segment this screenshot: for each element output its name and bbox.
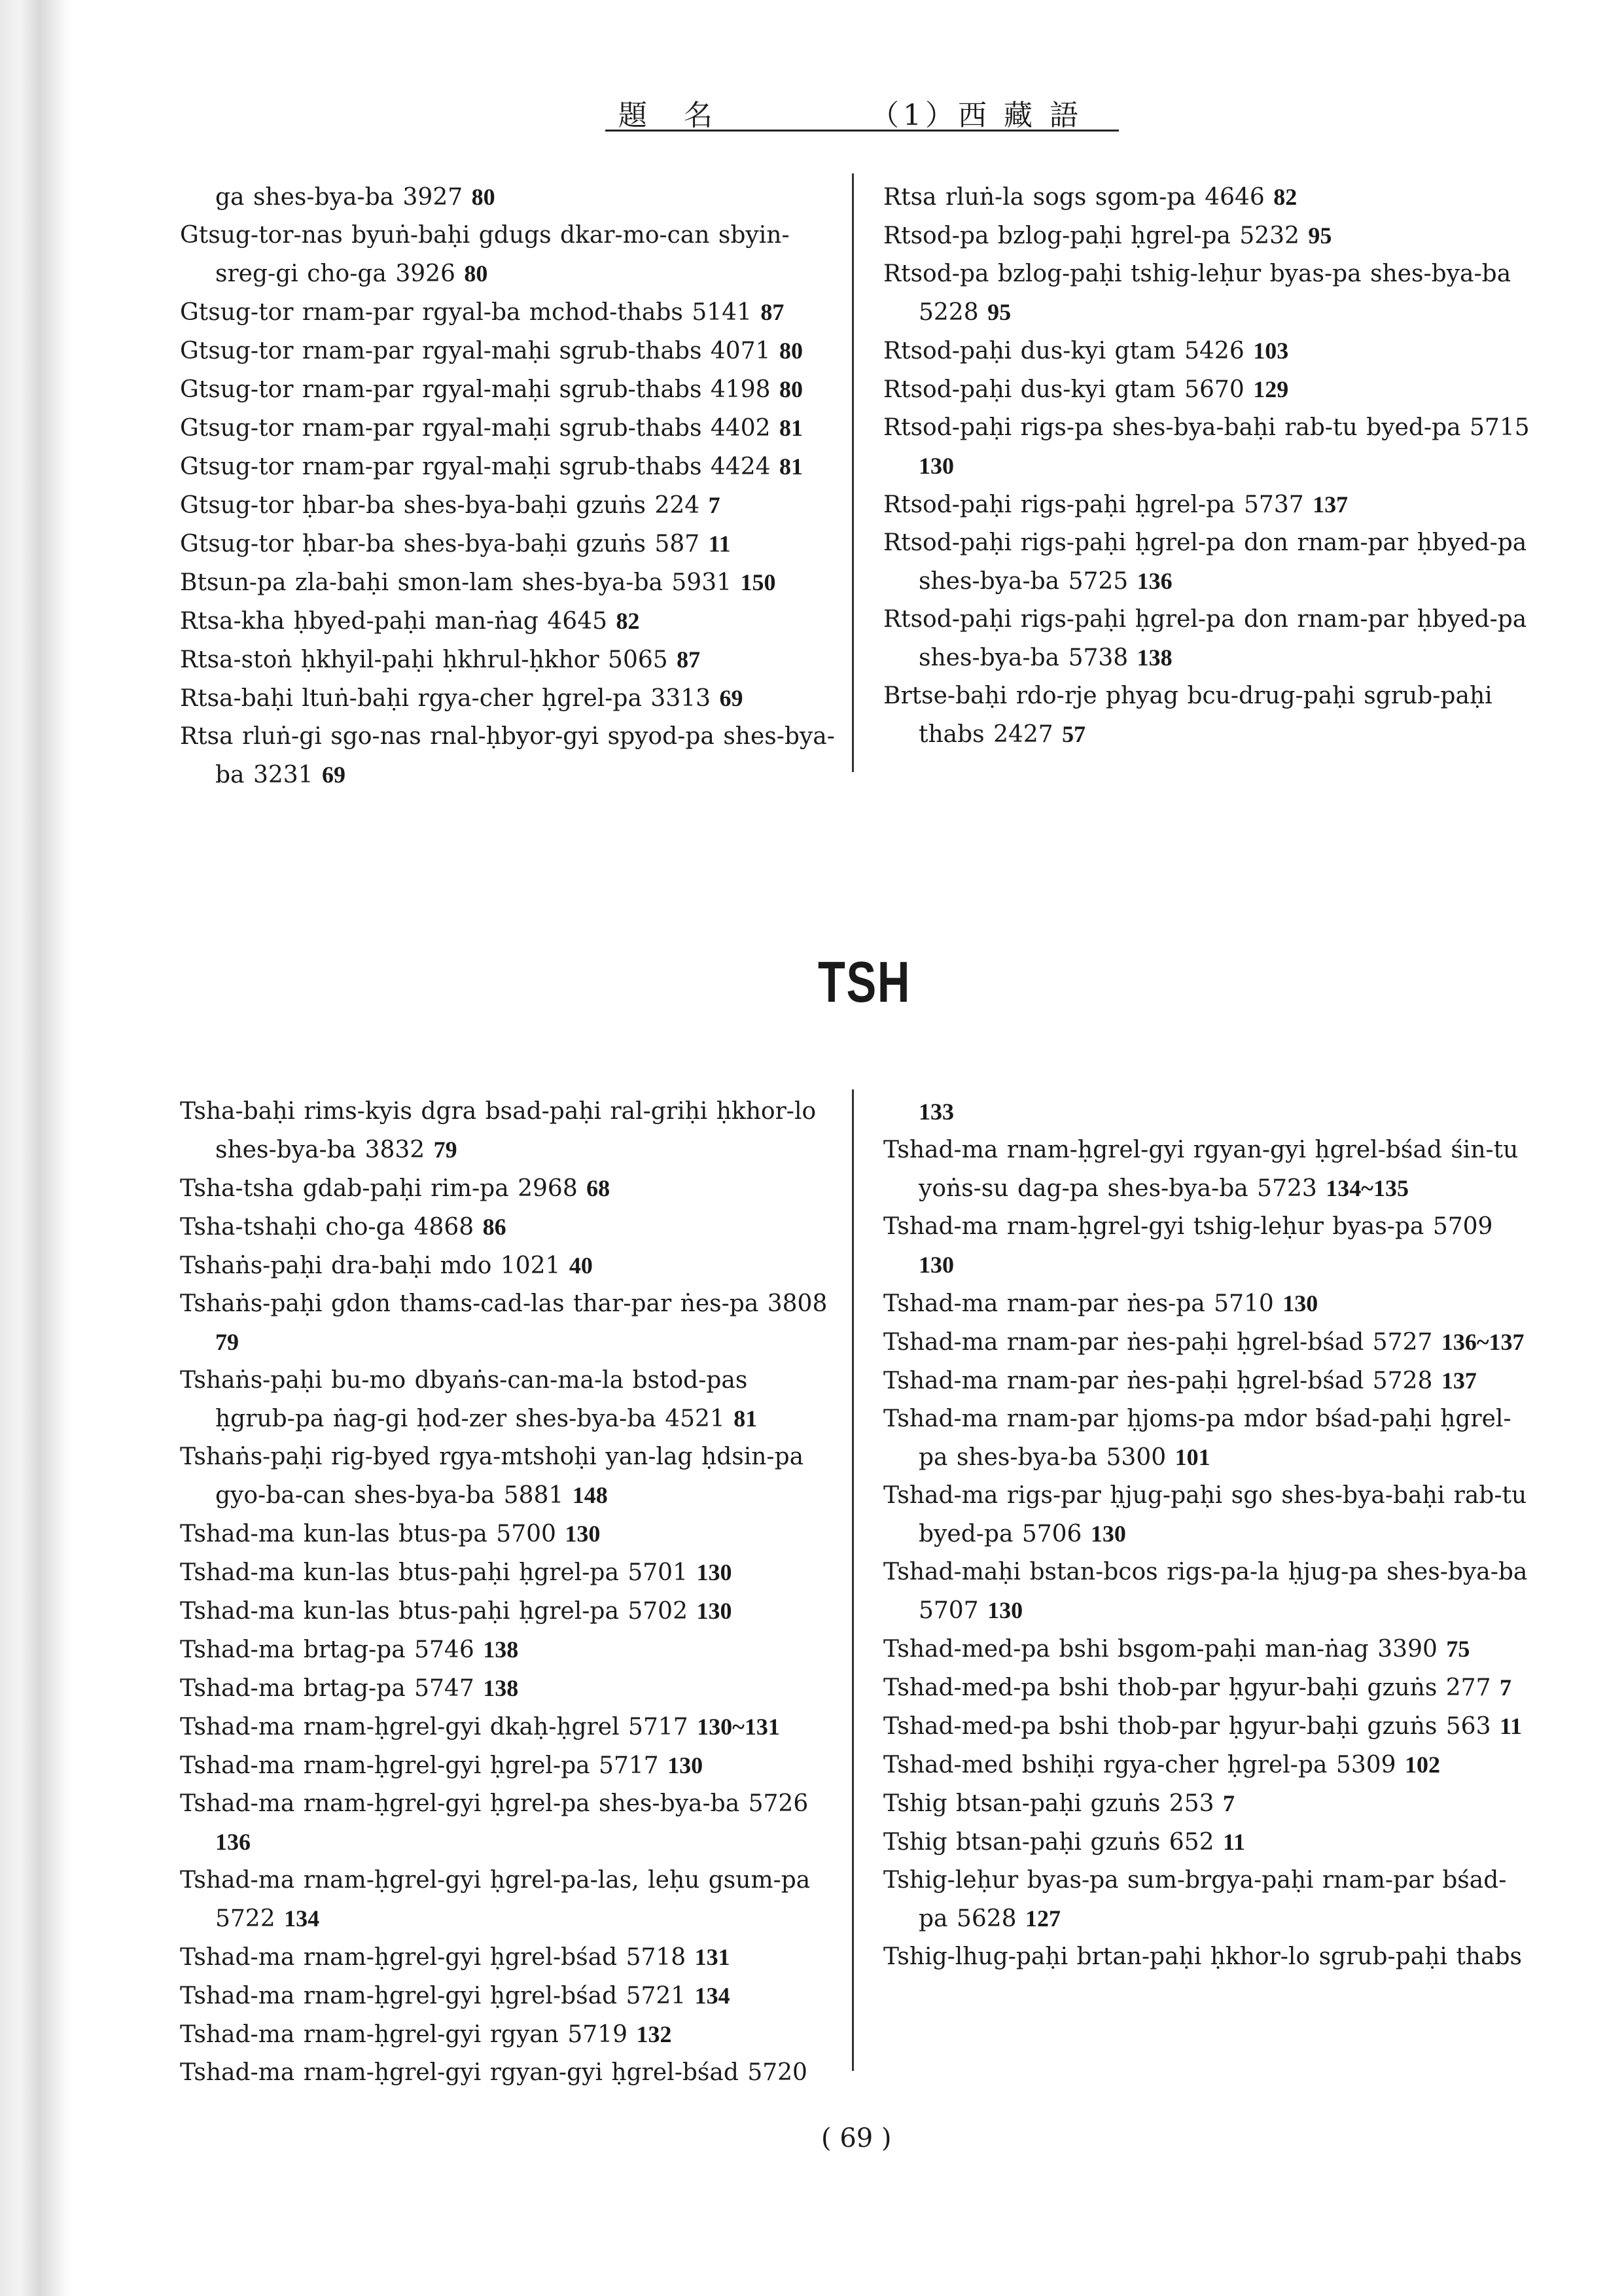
entry-title: Tshad-med-pa bshi thob-par ḥgyur-baḥi gzuṅs 277 — [883, 1674, 1491, 1701]
top-left-column — [180, 178, 836, 794]
index-entry — [883, 370, 1534, 409]
entry-title: Tshad-ma rnam-par ṅes-pa 5710 — [883, 1290, 1274, 1317]
entry-title: Tshaṅs-paḥi gdon thams-cad-las thar-par ṅes-pa 3808 — [180, 1290, 828, 1317]
top-right-column — [883, 178, 1534, 754]
entry-title: Rtsa rluṅ-la sogs sgom-pa 4646 — [883, 184, 1265, 211]
entry-page: 95 — [987, 299, 1012, 325]
entry-title: Tshad-ma kun-las btus-paḥi ḥgrel-pa 5701 — [180, 1559, 688, 1586]
index-entry — [883, 409, 1534, 486]
entry-page: 69 — [322, 762, 346, 788]
entry-page: 80 — [471, 184, 495, 210]
entry-title: Gtsug-tor ḥbar-ba shes-bya-baḥi gzuṅs 587 — [180, 531, 700, 557]
running-header — [605, 90, 1119, 132]
index-entry — [180, 1208, 836, 1246]
index-entry — [180, 1169, 836, 1208]
header-left: 題 名 — [618, 99, 716, 132]
entry-page: 7 — [1222, 1790, 1235, 1816]
entry-page: 134 — [694, 1983, 730, 2009]
index-entry — [883, 1093, 1534, 1131]
entry-page: 103 — [1253, 338, 1289, 364]
index-entry — [883, 217, 1534, 255]
entry-title: Tshad-ma rigs-par ḥjug-paḥi sgo shes-bya-baḥi rab-tu byed-pa 5706 — [883, 1482, 1527, 1547]
index-entry — [180, 409, 836, 448]
entry-page: 82 — [1273, 184, 1297, 210]
entry-title: Tshad-ma rnam-ḥgrel-gyi rgyan 5719 — [180, 2021, 627, 2048]
entry-title: Gtsug-tor rnam-par rgyal-maḥi sgrub-thabs 4402 — [180, 415, 771, 442]
entry-title: Tshad-ma rnam-ḥgrel-gyi dkaḥ-ḥgrel 5717 — [180, 1714, 688, 1740]
entry-title: Rtsa-baḥi ltuṅ-baḥi rgya-cher ḥgrel-pa 3313 — [180, 685, 711, 712]
index-entry — [883, 601, 1534, 677]
index-entry — [180, 1515, 836, 1553]
entry-page: 87 — [677, 646, 701, 673]
index-entry — [180, 332, 836, 370]
index-entry — [883, 1284, 1534, 1323]
entry-title: Tshig-leḥur byas-pa sum-brgya-paḥi rnam-par bśad-pa 5628 — [883, 1867, 1507, 1932]
index-entry — [180, 1785, 836, 1862]
index-entry — [180, 293, 836, 332]
entry-page: 95 — [1308, 222, 1332, 249]
entry-title: Brtse-baḥi rdo-rje phyag bcu-drug-paḥi sgrub-paḥi thabs 2427 — [883, 682, 1492, 748]
entry-title: Tshad-ma rnam-par ṅes-paḥi ḥgrel-bśad 5727 — [883, 1329, 1433, 1356]
entry-title: Tshad-ma rnam-par ḥjoms-pa mdor bśad-paḥi ḥgrel-pa shes-bya-ba 5300 — [883, 1405, 1511, 1471]
entry-title: Rtsod-paḥi rigs-paḥi ḥgrel-pa 5737 — [883, 491, 1304, 518]
entry-title: Rtsod-paḥi rigs-pa shes-bya-baḥi rab-tu byed-pa 5715 — [883, 414, 1530, 441]
entry-title: Rtsod-paḥi dus-kyi gtam 5670 — [883, 376, 1244, 403]
entry-page: 130 — [919, 453, 954, 479]
header-right: （1）西 藏 語 — [870, 99, 1082, 132]
column-divider-bottom — [852, 1089, 854, 2071]
index-entry — [180, 448, 836, 486]
entry-title: Tshad-ma rnam-ḥgrel-gyi tshig-leḥur byas-pa 5709 — [883, 1213, 1493, 1240]
entry-page: 138 — [483, 1675, 519, 1701]
entry-page: 102 — [1404, 1752, 1440, 1778]
entry-page: 130 — [667, 1752, 703, 1778]
index-entry — [883, 1208, 1534, 1284]
entry-page: 40 — [569, 1252, 593, 1279]
entry-title: Rtsod-paḥi dus-kyi gtam 5426 — [883, 338, 1244, 364]
entry-page: 131 — [694, 1944, 730, 1970]
entry-page: 69 — [719, 685, 743, 711]
bottom-right-column — [883, 1093, 1534, 1976]
entry-title: Gtsug-tor rnam-par rgyal-maḥi sgrub-thabs 4071 — [180, 338, 771, 364]
entry-title: Tshig btsan-paḥi gzuṅs 253 — [883, 1790, 1214, 1817]
entry-title: Gtsug-tor ḥbar-ba shes-bya-baḥi gzuṅs 224 — [180, 492, 700, 519]
entry-title: Tshaṅs-paḥi dra-baḥi mdo 1021 — [180, 1252, 561, 1279]
entry-page: 86 — [482, 1214, 506, 1240]
entry-page: 80 — [779, 338, 803, 364]
entry-title: Rtsa-kha ḥbyed-paḥi man-ṅag 4645 — [180, 608, 608, 635]
entry-title: Gtsug-tor rnam-par rgyal-maḥi sgrub-thabs 4198 — [180, 376, 771, 403]
entry-title: Tshad-med-pa bshi bsgom-paḥi man-ṅag 3390 — [883, 1636, 1438, 1663]
entry-title: Tsha-baḥi rims-kyis dgra bsad-paḥi ral-griḥi ḥkhor-lo shes-bya-ba 3832 — [180, 1098, 817, 1163]
entry-page: 150 — [740, 569, 776, 595]
index-entry — [180, 2054, 836, 2092]
entry-page: 130 — [696, 1598, 732, 1624]
entry-page: 134~135 — [1326, 1175, 1409, 1201]
entry-page: 80 — [464, 260, 488, 287]
entry-title: Tshad-ma brtag-pa 5746 — [180, 1636, 474, 1663]
index-entry — [883, 1362, 1534, 1400]
index-entry — [180, 563, 836, 602]
entry-page: 87 — [760, 299, 785, 325]
entry-page: 127 — [1025, 1905, 1061, 1932]
entry-page: 134 — [284, 1905, 320, 1932]
entry-page: 68 — [586, 1175, 610, 1201]
index-entry — [883, 1400, 1534, 1477]
index-entry — [180, 1669, 836, 1708]
entry-page: 136~137 — [1441, 1329, 1525, 1355]
entry-page: 136 — [215, 1829, 251, 1855]
entry-title: Tshad-ma rnam-ḥgrel-gyi rgyan-gyi ḥgrel-bśad śin-tu yoṅs-su dag-pa shes-bya-ba 5723 — [883, 1137, 1519, 1202]
index-entry — [180, 1592, 836, 1631]
entry-page: 133 — [919, 1099, 954, 1125]
entry-title: Tshad-ma rnam-ḥgrel-gyi ḥgrel-bśad 5718 — [180, 1944, 686, 1971]
index-entry — [180, 217, 836, 293]
entry-page: 57 — [1062, 721, 1086, 747]
index-entry — [180, 1093, 836, 1169]
index-entry — [883, 332, 1534, 370]
index-entry — [180, 641, 836, 679]
index-entry — [883, 1823, 1534, 1862]
entry-page: 81 — [779, 453, 803, 480]
entry-title: Rtsa rluṅ-gi sgo-nas rnal-ḥbyor-gyi spyod-pa shes-bya-ba 3231 — [180, 723, 835, 788]
index-entry — [883, 1553, 1534, 1630]
index-entry — [180, 1438, 836, 1515]
index-entry — [180, 602, 836, 641]
entry-title: Tshad-med bshiḥi rgya-cher ḥgrel-pa 5309 — [883, 1752, 1396, 1778]
index-entry — [883, 1707, 1534, 1746]
index-entry — [883, 1784, 1534, 1823]
entry-title: Tshad-med-pa bshi thob-par ḥgyur-baḥi gzuṅs 563 — [883, 1713, 1491, 1740]
index-entry — [180, 178, 836, 217]
index-entry — [883, 1746, 1534, 1784]
index-entry — [883, 1938, 1534, 1976]
entry-title: Btsun-pa zla-baḥi smon-lam shes-bya-ba 5931 — [180, 569, 732, 596]
index-entry — [180, 1285, 836, 1362]
index-entry — [180, 1977, 836, 2015]
index-entry — [883, 178, 1534, 217]
entry-title: Rtsod-paḥi rigs-paḥi ḥgrel-pa don rnam-par ḥbyed-pa shes-bya-ba 5725 — [883, 529, 1527, 595]
index-entry — [883, 524, 1534, 601]
entry-page: 79 — [433, 1137, 457, 1163]
entry-page: 130~131 — [697, 1714, 780, 1740]
index-entry — [180, 1631, 836, 1669]
bottom-left-column — [180, 1093, 836, 2092]
entry-page: 7 — [1499, 1674, 1511, 1701]
entry-page: 130 — [696, 1559, 732, 1585]
entry-title: Rtsod-paḥi rigs-paḥi ḥgrel-pa don rnam-par ḥbyed-pa shes-bya-ba 5738 — [883, 606, 1527, 671]
index-entry — [883, 1669, 1534, 1707]
entry-title: Rtsa-stoṅ ḥkhyil-paḥi ḥkhrul-ḥkhor 5065 — [180, 646, 668, 673]
entry-title: Tshad-ma rnam-ḥgrel-gyi rgyan-gyi ḥgrel-bśad 5720 — [180, 2059, 807, 2086]
entry-title: Tshad-ma rnam-ḥgrel-gyi ḥgrel-bśad 5721 — [180, 1983, 686, 2009]
entry-page: 80 — [779, 376, 803, 402]
entry-title: Tshad-ma kun-las btus-paḥi ḥgrel-pa 5702 — [180, 1598, 688, 1625]
index-entry — [883, 1630, 1534, 1669]
index-entry — [883, 677, 1534, 754]
entry-title: Rtsod-pa bzlog-paḥi ḥgrel-pa 5232 — [883, 222, 1299, 249]
entry-page: 101 — [1174, 1444, 1210, 1470]
index-entry — [180, 1362, 836, 1438]
entry-title: Tshig btsan-paḥi gzuṅs 652 — [883, 1829, 1214, 1856]
entry-page: 81 — [779, 415, 803, 441]
index-entry — [180, 525, 836, 563]
index-entry — [883, 486, 1534, 524]
entry-page: 11 — [1222, 1829, 1245, 1855]
scan-binding-edge — [0, 0, 72, 2296]
entry-page: 7 — [708, 492, 720, 518]
entry-page: 11 — [1499, 1713, 1522, 1739]
entry-title: Tshaṅs-paḥi bu-mo dbyaṅs-can-ma-la bstod-pas ḥgrub-pa ṅag-gi ḥod-zer shes-bya-ba 4521 — [180, 1367, 748, 1432]
index-entry — [180, 1862, 836, 1938]
entry-title: Gtsug-tor-nas byuṅ-baḥi gdugs dkar-mo-can sbyin-sreg-gi cho-ga 3926 — [180, 222, 790, 287]
index-entry — [180, 679, 836, 718]
entry-title: ga shes-bya-ba 3927 — [215, 184, 463, 211]
entry-page: 136 — [1137, 568, 1173, 594]
entry-title: Tshad-maḥi bstan-bcos rigs-pa-la ḥjug-pa shes-bya-ba 5707 — [883, 1559, 1528, 1624]
index-entry — [180, 718, 836, 794]
index-entry — [180, 1246, 836, 1285]
column-divider-top — [852, 173, 854, 772]
entry-page: 75 — [1446, 1636, 1470, 1662]
index-entry — [180, 1708, 836, 1746]
entry-page: 130 — [1090, 1521, 1126, 1547]
index-entry — [883, 1131, 1534, 1208]
entry-page: 79 — [215, 1329, 239, 1355]
index-entry — [180, 1746, 836, 1785]
entry-page: 148 — [572, 1482, 608, 1508]
index-entry — [180, 486, 836, 525]
index-entry — [180, 2015, 836, 2054]
entry-page: 138 — [483, 1636, 519, 1663]
section-title: TSH — [818, 949, 911, 1014]
entry-page: 11 — [708, 531, 731, 557]
entry-title: Tshad-ma rnam-ḥgrel-gyi ḥgrel-pa 5717 — [180, 1752, 659, 1779]
entry-title: Tshad-ma rnam-par ṅes-paḥi ḥgrel-bśad 5728 — [883, 1368, 1433, 1394]
entry-page: 138 — [1137, 645, 1173, 671]
entry-page: 82 — [616, 608, 640, 634]
entry-page: 137 — [1313, 491, 1349, 518]
entry-page: 132 — [636, 2021, 672, 2047]
index-entry — [883, 1862, 1534, 1938]
entry-title: Gtsug-tor rnam-par rgyal-ba mchod-thabs 5141 — [180, 299, 752, 326]
index-entry — [883, 255, 1534, 332]
entry-title: Tshig-lhug-paḥi brtan-paḥi ḥkhor-lo sgrub-paḥi thabs — [883, 1943, 1522, 1970]
index-entry — [180, 1938, 836, 1977]
entry-page: 130 — [1282, 1290, 1318, 1316]
entry-page: 130 — [987, 1597, 1023, 1623]
index-entry — [883, 1323, 1534, 1362]
entry-title: Tshad-ma kun-las btus-pa 5700 — [180, 1521, 556, 1547]
entry-title: Gtsug-tor rnam-par rgyal-maḥi sgrub-thabs 4424 — [180, 453, 771, 480]
entry-page: 81 — [733, 1405, 758, 1432]
entry-title: Tshad-ma brtag-pa 5747 — [180, 1675, 474, 1702]
entry-page: 137 — [1441, 1368, 1477, 1394]
page-number: ( 69 ) — [821, 2123, 892, 2153]
entry-page: 130 — [919, 1252, 954, 1278]
index-entry — [180, 370, 836, 409]
entry-title: Tshad-ma rnam-ḥgrel-gyi ḥgrel-pa-las, leḥu gsum-pa 5722 — [180, 1867, 811, 1932]
entry-page: 129 — [1253, 376, 1289, 402]
entry-title: Tsha-tshaḥi cho-ga 4868 — [180, 1214, 474, 1241]
entry-title: Tsha-tsha gdab-paḥi rim-pa 2968 — [180, 1175, 578, 1202]
index-entry — [180, 1553, 836, 1592]
entry-title: Tshad-ma rnam-ḥgrel-gyi ḥgrel-pa shes-bya-ba 5726 — [180, 1790, 809, 1817]
entry-title: Rtsod-pa bzlog-paḥi tshig-leḥur byas-pa shes-bya-ba 5228 — [883, 260, 1511, 326]
entry-page: 130 — [565, 1521, 601, 1547]
entry-title: Tshaṅs-paḥi rig-byed rgya-mtshoḥi yan-lag ḥdsin-pa gyo-ba-can shes-bya-ba 5881 — [180, 1443, 804, 1509]
index-entry — [883, 1477, 1534, 1553]
